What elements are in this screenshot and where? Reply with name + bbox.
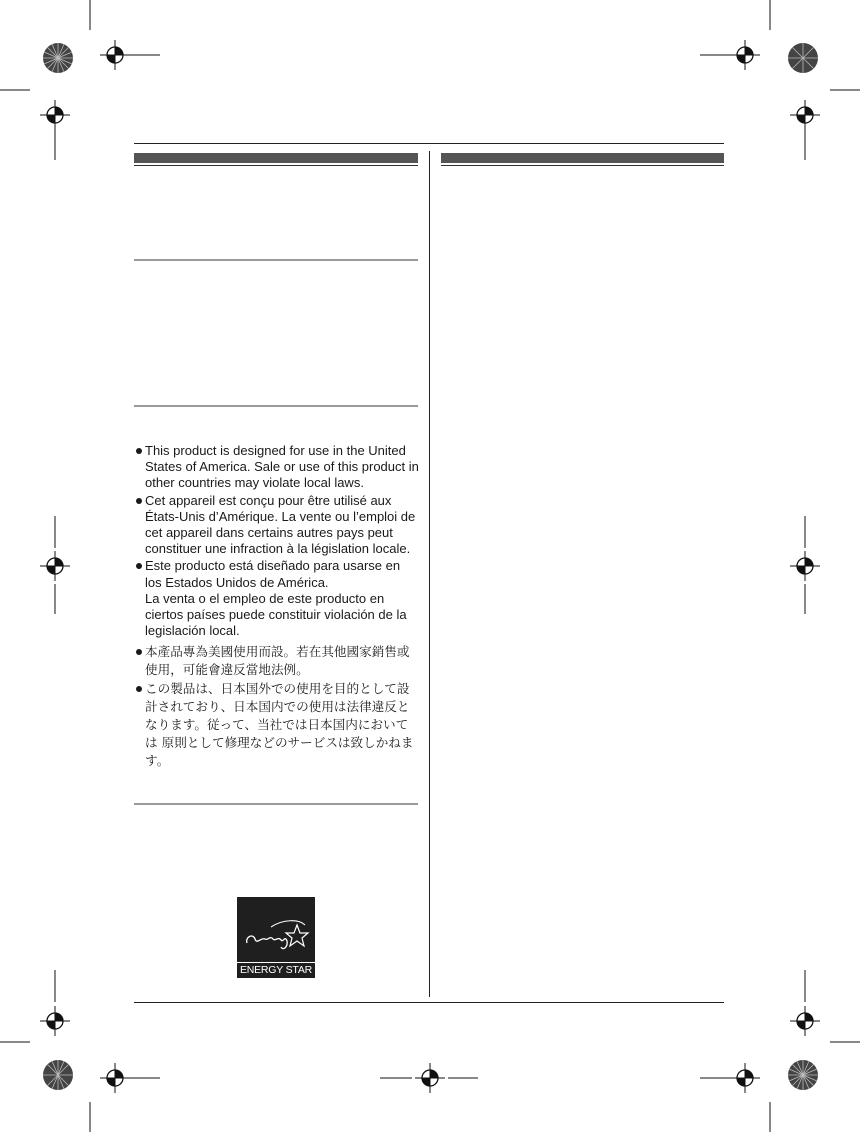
energy-star-label: ENERGY STAR (237, 962, 315, 978)
notice-text: This product is designed for use in the United States of America. Sale or use of this product in other countries may violate local laws. (145, 443, 419, 491)
notice-text: La venta o el empleo de este producto en ciertos países puede constituir violación de la legislación local. (145, 590, 407, 639)
notice-text: 本產品專為美國使用而設。若在其他國家銷售或使用，可能會違反當地法例。 (145, 644, 410, 678)
notice-text: Cet appareil est conçu pour être utilisé aux États-Unis d’Amérique. La vente ou l’emploi de cet appareil dans certains autres pays peut constituer une infraction à la législation locale. (145, 492, 416, 557)
notice-text: この製品は、日本国外での使用を目的として設計されており、日本国内での使用は法律違反となります。従って、当社では日本国内においては 原則として修理などのサービスは致しかねます。 (145, 681, 414, 769)
notice-text: Este producto está diseñado para usarse en los Estados Unidos de América. (145, 558, 401, 590)
